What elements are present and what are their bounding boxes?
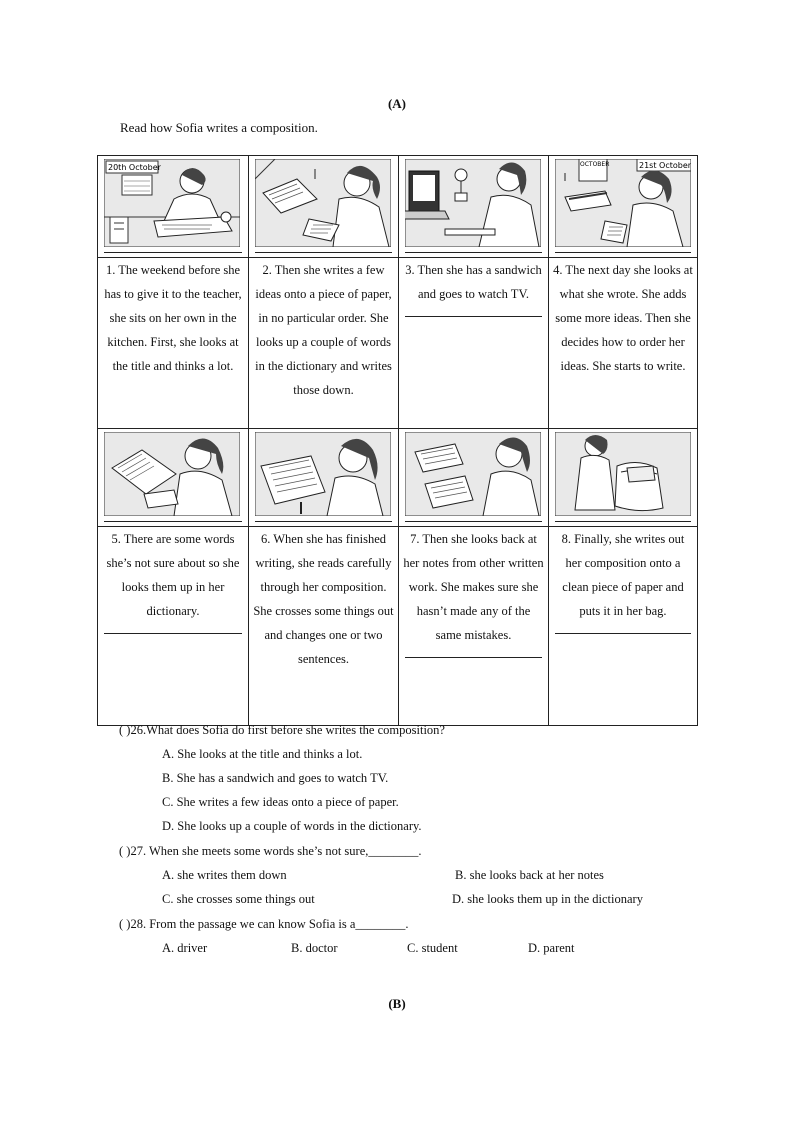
step-7-text: 7. Then she looks back at her notes from other written work. She makes sure she hasn’t made any of the same mistakes. [403,532,544,642]
picture-cell-1 [98,156,249,258]
step-cell-8 [549,527,698,726]
step-cell-6 [249,527,399,726]
step-2-text: 2. Then she writes a few ideas onto a piece of paper, in no particular order. She looks up a couple of words in the dictionary and writes those down. [255,263,392,397]
answer-line [104,633,242,634]
q28-option-d: D. parent [528,941,575,955]
q28-option-a: A. driver [162,941,208,955]
question-27-stem: 27. When she meets some words she’s not sure,________. [130,844,422,858]
picture-cell-7 [399,429,549,527]
q26-option-b: B. She has a sandwich and goes to watch TV. [162,771,389,785]
q26-option-d: D. She looks up a couple of words in the dictionary. [162,819,422,833]
picture-cell-2 [249,156,399,258]
answer-line [555,633,691,634]
step-1-text: 1. The weekend before she has to give it to the teacher, she sits on her own in the kitchen. First, she looks at the title and thinks a lot. [104,263,242,373]
picture-cell-5 [98,429,249,527]
step-3-text: 3. Then she has a sandwich and goes to watch TV. [405,263,542,301]
step-cell-1 [98,258,249,429]
step-4-text: 4. The next day she looks at what she wrote. She adds some more ideas. Then she decides how to order her ideas. She starts to write. [553,263,693,373]
question-27 [119,839,422,863]
picture-cell-4 [549,156,698,258]
answer-paren[interactable]: ( ) [119,723,131,737]
step-cell-5 [98,527,249,726]
q26-option-c: C. She writes a few ideas onto a piece of paper. [162,795,399,809]
girl-packing-bag-picture [555,432,691,516]
story-table [97,155,698,726]
section-b-title: (B) [388,996,406,1011]
picture-4-date: 21st October [639,161,691,170]
q27-option-c: C. she crosses some things out [162,892,315,906]
q26-option-a: A. She looks at the title and thinks a lot. [162,747,363,761]
picture-1-date: 20th October [108,163,161,172]
q27-option-b: B. she looks back at her notes [455,868,604,882]
step-cell-3 [399,258,549,429]
question-26 [119,718,445,742]
section-a-title: (A) [387,96,407,111]
answer-paren[interactable]: ( ) [119,844,131,858]
q27-option-d: D. she looks them up in the dictionary [452,892,643,906]
question-26-stem: 26.What does Sofia do first before she writes the composition? [130,723,445,737]
question-28 [119,912,409,936]
question-28-stem: 28. From the passage we can know Sofia is a________. [130,917,409,931]
girl-thinking-kitchen-picture [104,159,240,247]
answer-paren[interactable]: ( ) [119,917,131,931]
girl-watching-tv-picture [405,159,541,247]
picture-cell-6 [249,429,399,527]
step-cell-7 [399,527,549,726]
step-cell-4 [549,258,698,429]
girl-checking-notes-picture [405,432,541,516]
girl-reading-notes-picture [555,159,691,247]
answer-line [405,657,542,658]
picture-cell-3 [399,156,549,258]
step-8-text: 8. Finally, she writes out her composition onto a clean piece of paper and puts it in her bag. [561,532,685,618]
girl-reading-composition-picture [255,432,391,516]
girl-writing-ideas-picture [255,159,391,247]
step-6-text: 6. When she has finished writing, she reads carefully through her composition. She crosses some things out and changes one or two sentences. [253,532,394,666]
intro-text: Read how Sofia writes a composition. [120,120,318,135]
step-cell-2 [249,258,399,429]
q28-option-b: B. doctor [291,941,338,955]
q28-option-c: C. student [407,941,458,955]
q27-option-a: A. she writes them down [162,868,287,882]
girl-using-dictionary-picture [104,432,240,516]
picture-4-calendar: OCTOBER [580,161,610,168]
answer-line [405,316,542,317]
picture-cell-8 [549,429,698,527]
step-5-text: 5. There are some words she’s not sure about so she looks them up in her dictionary. [106,532,240,618]
